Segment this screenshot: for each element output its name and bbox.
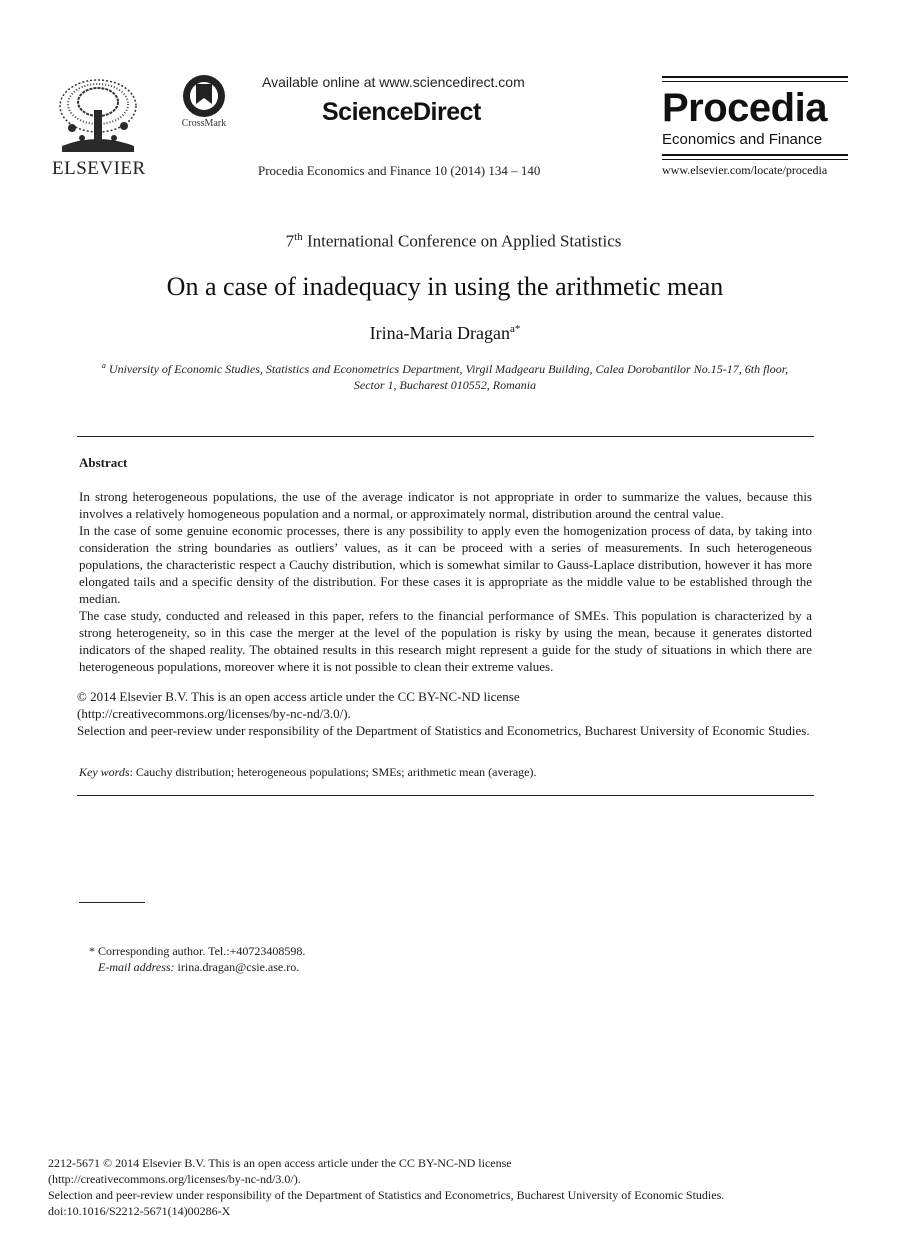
- license-link[interactable]: (http://creativecommons.org/licenses/by-nc-nd/3.0/).: [77, 706, 351, 721]
- conference-ordinal-suffix: th: [294, 231, 303, 243]
- email-label: E-mail address:: [98, 960, 175, 974]
- affiliation-line-1: $^a$ University of Economic Studies, Statistics and Econometrics Department, Virgil Madgearu Building, Calea Dorobantilor No.15-17, 6th floor,: [101, 361, 789, 376]
- masthead-rule-top: [662, 76, 848, 82]
- license-block: [77, 688, 810, 739]
- crossmark-label: CrossMark: [181, 118, 227, 129]
- publisher-wordmark: ELSEVIER: [52, 158, 146, 179]
- abstract-paragraph: In strong heterogeneous populations, the use of the average indicator is not appropriate in order to summarize the values, because this involves a relatively homogeneous population and a normal, or approximately normal, distribution around the central value.: [79, 489, 812, 521]
- abstract-paragraph: In the case of some genuine economic processes, there is any possibility to apply even the homogenization process of data, by taking into consideration the string boundaries as outliers’ values, as it can be proceed with a series of measurements. In such heterogeneous populations, the characteristic respect a Cauchy distribution, which is somewhat similar to Gauss-Laplace distribution, however it has more elongated tails and a specific density of the distribution. For these cases it is appropriate as the middle value to be established through the median.: [79, 523, 812, 606]
- footnote-rule: [79, 902, 145, 903]
- keywords-list: : Cauchy distribution; heterogeneous populations; SMEs; arithmetic mean (average).: [129, 765, 537, 779]
- peer-review-note: Selection and peer-review under responsibility of the Department of Statistics and Econometrics, Bucharest University of Economic Studies.: [77, 723, 810, 738]
- keywords-label: Key words: [79, 765, 130, 779]
- masthead-rule-bottom: [662, 154, 848, 160]
- corresponding-author: * Corresponding author. Tel.:+40723408598.: [89, 944, 306, 958]
- affiliation-line-2: Sector 1, Bucharest 010552, Romania: [353, 378, 537, 392]
- page-footer: [48, 1155, 868, 1219]
- abstract-paragraph: The case study, conducted and released in this paper, refers to the financial performance of SMEs. This population is characterized by a strong heterogeneity, so in this case the merger at the level of the population is risky by using the mean, because it generates distorted indicators of the shaped reality. The obtained results in this research might represent a guide for the study of situations in which there are heterogeneous populations, moreover where it is not possible to clean their extreme values.: [79, 608, 812, 674]
- divider-bottom: [77, 795, 814, 796]
- footer-peer-review: Selection and peer-review under responsibility of the Department of Statistics and Econometrics, Bucharest University of Economic Studies.: [48, 1188, 725, 1202]
- divider-top: [77, 436, 814, 437]
- footnote: [89, 943, 305, 975]
- affiliation-mark: a: [101, 361, 106, 370]
- sciencedirect-logo[interactable]: ScienceDirect: [322, 98, 481, 126]
- procedia-masthead: [662, 76, 848, 178]
- author-marks: a*: [510, 323, 521, 335]
- available-online-text[interactable]: Available online at www.sciencedirect.com: [262, 74, 525, 90]
- paper-title: On a case of inadequacy in using the arithmetic mean: [166, 272, 724, 301]
- conference-name: [0, 231, 907, 252]
- keywords: [79, 765, 812, 780]
- procedia-subtitle: Economics and Finance: [662, 131, 823, 148]
- footer-issn-license: 2212-5671 © 2014 Elsevier B.V. This is an open access article under the CC BY-NC-ND license: [48, 1156, 512, 1170]
- conference-title: International Conference on Applied Statistics: [302, 231, 622, 251]
- license-line: © 2014 Elsevier B.V. This is an open access article under the CC BY-NC-ND license: [77, 689, 520, 704]
- conference-ordinal: 7: [285, 231, 295, 251]
- author-name: Irina-Maria Dragan: [369, 323, 511, 343]
- abstract-body: [79, 488, 812, 675]
- affiliation: [80, 358, 810, 393]
- email-address[interactable]: irina.dragan@csie.ase.ro.: [174, 960, 300, 974]
- procedia-title: Procedia: [662, 86, 827, 130]
- procedia-url[interactable]: www.elsevier.com/locate/procedia: [662, 163, 828, 177]
- email-line: [89, 959, 305, 975]
- author-line: [0, 323, 890, 344]
- abstract-heading: Abstract: [79, 455, 128, 470]
- journal-reference: Procedia Economics and Finance 10 (2014) 134 – 140: [258, 163, 541, 178]
- footer-doi[interactable]: doi:10.1016/S2212-5671(14)00286-X: [48, 1204, 231, 1218]
- footer-license-link[interactable]: (http://creativecommons.org/licenses/by-nc-nd/3.0/).: [48, 1172, 301, 1186]
